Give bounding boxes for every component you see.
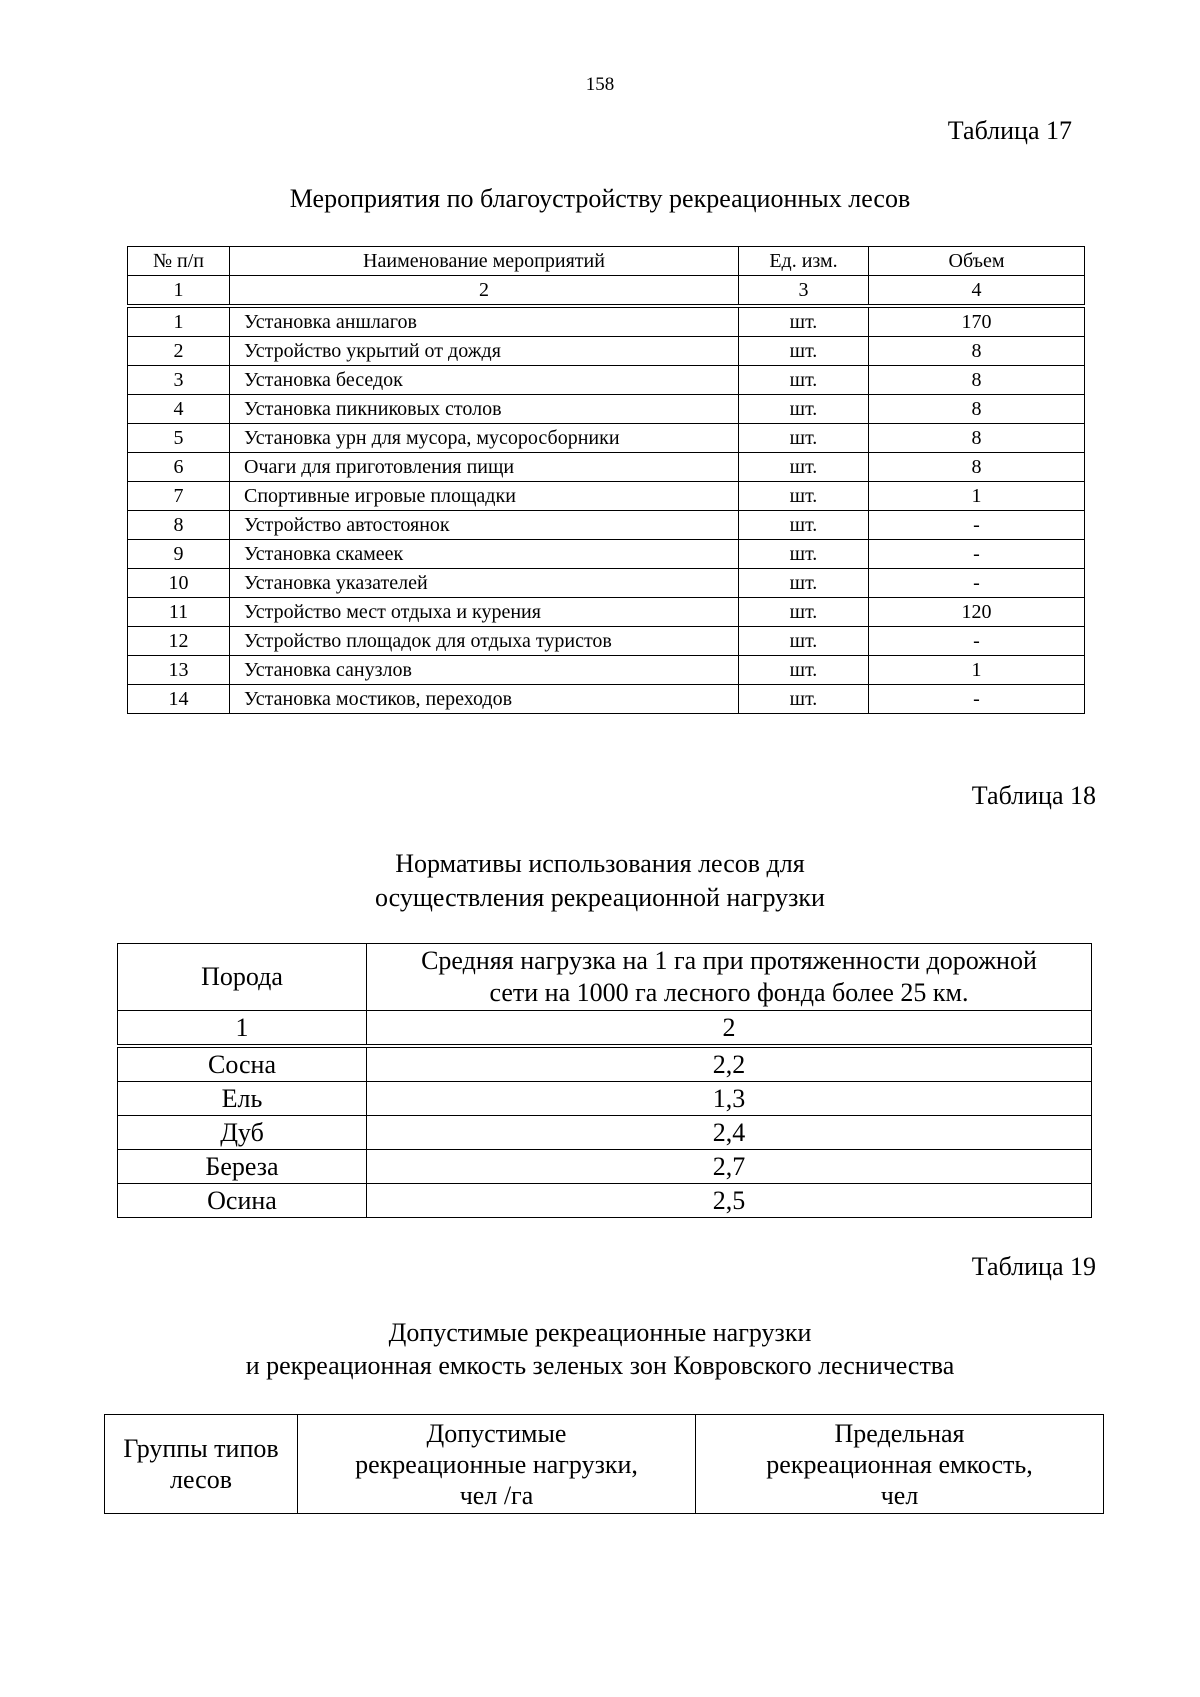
- table-17-row: [128, 482, 1085, 511]
- table-cell: 1: [869, 482, 1085, 511]
- header-cell: № п/п: [128, 247, 230, 276]
- table-cell: 2,4: [367, 1116, 1092, 1150]
- table-18-header-row: [118, 944, 1092, 1011]
- table-17-row: [128, 656, 1085, 685]
- header-line: Группы типов: [123, 1434, 279, 1463]
- table-cell: шт.: [739, 627, 869, 656]
- header-cell: [105, 1415, 298, 1514]
- header-line: Допустимые: [426, 1418, 567, 1448]
- table-18-row: [118, 1046, 1092, 1082]
- table-17-header-row: [128, 247, 1085, 276]
- table-cell: шт.: [739, 598, 869, 627]
- table-cell: шт.: [739, 656, 869, 685]
- table-cell: 8: [869, 366, 1085, 395]
- table-cell: 7: [128, 482, 230, 511]
- table-18-row: [118, 1150, 1092, 1184]
- table-17-row: [128, 598, 1085, 627]
- table-cell: 120: [869, 598, 1085, 627]
- table-cell: Сосна: [118, 1046, 367, 1082]
- table-17-row: [128, 395, 1085, 424]
- table-cell: Дуб: [118, 1116, 367, 1150]
- table-19-title-line1: Допустимые рекреационные нагрузки: [388, 1318, 812, 1347]
- table-cell: 1: [128, 306, 230, 337]
- table-19-label: Таблица 19: [971, 1252, 1096, 1281]
- header-line: Предельная: [834, 1418, 965, 1448]
- table-cell: шт.: [739, 306, 869, 337]
- header-cell: Порода: [118, 944, 367, 1011]
- header-line: рекреационные нагрузки,: [355, 1449, 638, 1479]
- header-line: лесов: [170, 1465, 232, 1494]
- table-17-row: [128, 685, 1085, 714]
- table-cell: -: [869, 540, 1085, 569]
- table-cell: 9: [128, 540, 230, 569]
- header-cell: Объем: [869, 247, 1085, 276]
- table-17-row: [128, 569, 1085, 598]
- header-line: чел: [880, 1480, 919, 1510]
- table-cell: Установка пикниковых столов: [230, 395, 739, 424]
- table-17-row: [128, 511, 1085, 540]
- table-cell: 2,5: [367, 1184, 1092, 1218]
- table-cell: Устройство автостоянок: [230, 511, 739, 540]
- table-cell: Осина: [118, 1184, 367, 1218]
- header-cell: Ед. изм.: [739, 247, 869, 276]
- table-cell: -: [869, 685, 1085, 714]
- table-cell: Установка указателей: [230, 569, 739, 598]
- column-number-cell: 2: [230, 276, 739, 307]
- table-cell: Установка аншлагов: [230, 306, 739, 337]
- table-cell: 1: [869, 656, 1085, 685]
- table-cell: шт.: [739, 685, 869, 714]
- header-cell: [367, 944, 1092, 1011]
- table-cell: 8: [869, 337, 1085, 366]
- table-cell: шт.: [739, 511, 869, 540]
- table-cell: Очаги для приготовления пищи: [230, 453, 739, 482]
- table-cell: Установка мостиков, переходов: [230, 685, 739, 714]
- table-cell: шт.: [739, 453, 869, 482]
- column-number-cell: 3: [739, 276, 869, 307]
- table-18-row: [118, 1184, 1092, 1218]
- header-cell: [696, 1415, 1104, 1514]
- table-cell: Установка скамеек: [230, 540, 739, 569]
- page-number: 158: [585, 74, 615, 95]
- table-cell: 6: [128, 453, 230, 482]
- table-cell: 14: [128, 685, 230, 714]
- table-cell: Установка урн для мусора, мусоросборники: [230, 424, 739, 453]
- column-number-cell: 4: [869, 276, 1085, 307]
- table-cell: Устройство укрытий от дождя: [230, 337, 739, 366]
- table-cell: 170: [869, 306, 1085, 337]
- table-18-title-line2: осуществления рекреационной нагрузки: [375, 883, 825, 912]
- table-cell: Установка санузлов: [230, 656, 739, 685]
- table-cell: Установка беседок: [230, 366, 739, 395]
- table-17-row: [128, 366, 1085, 395]
- table-17-title: Мероприятия по благоустройству рекреационных лесов: [289, 184, 911, 213]
- table-cell: шт.: [739, 395, 869, 424]
- column-number-cell: 1: [118, 1011, 367, 1047]
- table-cell: 1,3: [367, 1082, 1092, 1116]
- table-cell: 13: [128, 656, 230, 685]
- table-17: [127, 246, 1085, 714]
- column-number-cell: 1: [128, 276, 230, 307]
- table-cell: 2,2: [367, 1046, 1092, 1082]
- table-cell: Спортивные игровые площадки: [230, 482, 739, 511]
- table-18-row: [118, 1116, 1092, 1150]
- table-17-row: [128, 424, 1085, 453]
- table-17-row: [128, 337, 1085, 366]
- table-17-row: [128, 306, 1085, 337]
- table-cell: 10: [128, 569, 230, 598]
- table-cell: 8: [869, 395, 1085, 424]
- table-17-column-number-row: [128, 276, 1085, 307]
- table-cell: 4: [128, 395, 230, 424]
- table-19-header-row: [105, 1415, 1104, 1514]
- header-line: Средняя нагрузка на 1 га при протяженности дорожной: [421, 946, 1037, 975]
- table-cell: 8: [128, 511, 230, 540]
- table-cell: шт.: [739, 424, 869, 453]
- table-cell: 2,7: [367, 1150, 1092, 1184]
- table-17-row: [128, 627, 1085, 656]
- table-18-title-line1: Нормативы использования лесов для: [395, 849, 805, 878]
- table-cell: 8: [869, 453, 1085, 482]
- table-cell: шт.: [739, 569, 869, 598]
- table-cell: Устройство мест отдыха и курения: [230, 598, 739, 627]
- table-cell: шт.: [739, 540, 869, 569]
- table-19-title-line2: и рекреационная емкость зеленых зон Ковровского лесничества: [245, 1351, 955, 1380]
- table-cell: 12: [128, 627, 230, 656]
- table-cell: 2: [128, 337, 230, 366]
- table-cell: 3: [128, 366, 230, 395]
- table-cell: Устройство площадок для отдыха туристов: [230, 627, 739, 656]
- table-cell: шт.: [739, 337, 869, 366]
- table-17-row: [128, 453, 1085, 482]
- header-line: чел /га: [459, 1480, 534, 1510]
- table-cell: -: [869, 511, 1085, 540]
- table-cell: 8: [869, 424, 1085, 453]
- table-cell: -: [869, 627, 1085, 656]
- column-number-cell: 2: [367, 1011, 1092, 1047]
- table-cell: Береза: [118, 1150, 367, 1184]
- table-17-row: [128, 540, 1085, 569]
- table-18-column-number-row: [118, 1011, 1092, 1047]
- table-17-label: Таблица 17: [947, 116, 1072, 145]
- table-cell: -: [869, 569, 1085, 598]
- table-cell: шт.: [739, 366, 869, 395]
- table-cell: 11: [128, 598, 230, 627]
- table-cell: шт.: [739, 482, 869, 511]
- table-cell: Ель: [118, 1082, 367, 1116]
- table-18-row: [118, 1082, 1092, 1116]
- header-line: сети на 1000 га лесного фонда более 25 км.: [489, 978, 969, 1007]
- table-19: [104, 1414, 1104, 1514]
- table-18-label: Таблица 18: [971, 781, 1096, 810]
- table-18: [117, 943, 1092, 1218]
- header-cell: Наименование мероприятий: [230, 247, 739, 276]
- header-line: рекреационная емкость,: [766, 1449, 1033, 1479]
- table-cell: 5: [128, 424, 230, 453]
- header-cell: [298, 1415, 696, 1514]
